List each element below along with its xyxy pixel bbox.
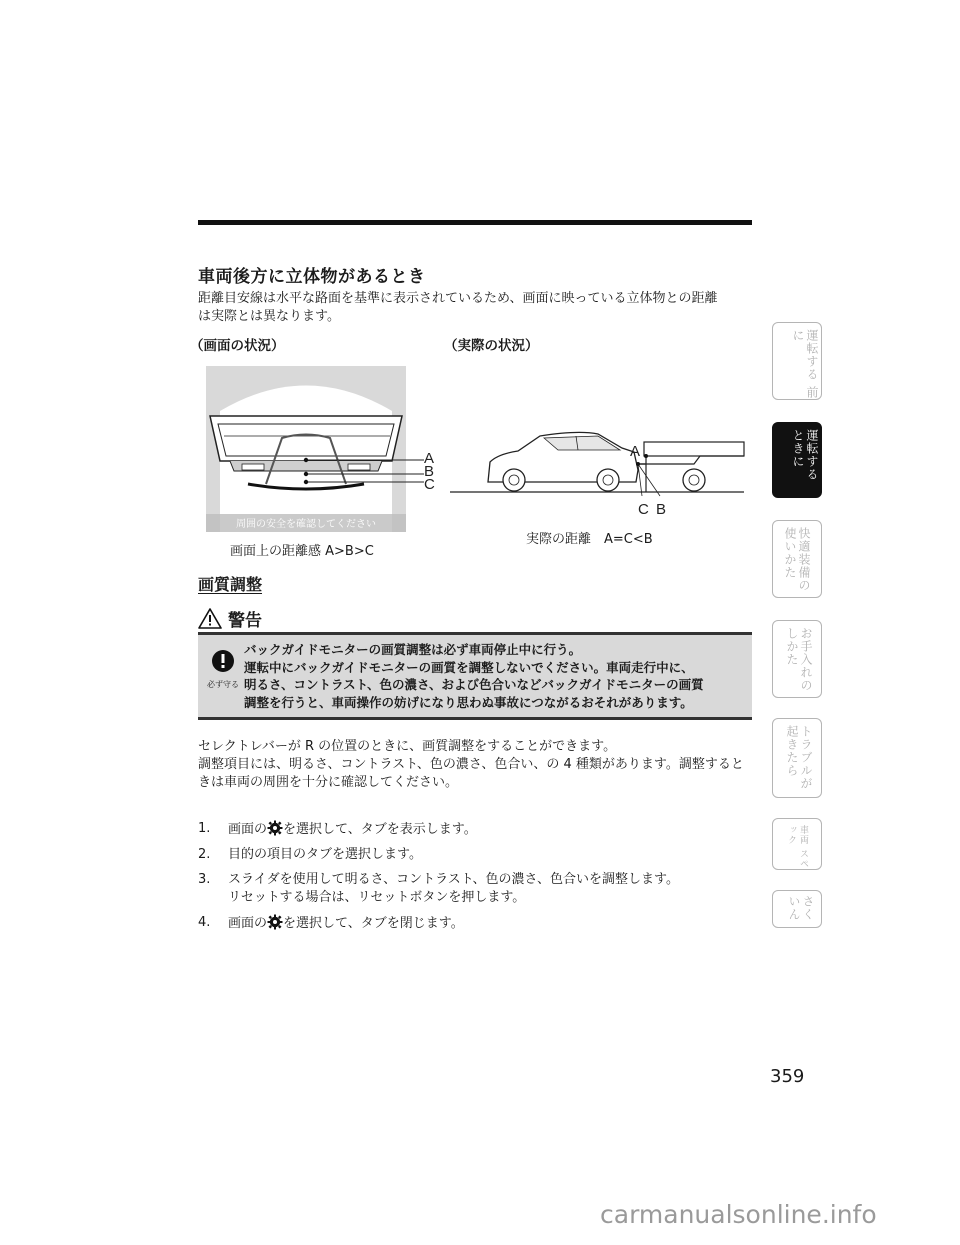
warning-line-2: 運転中にバックガイドモニターの画質を調整しないでください。車両走行中に、 — [244, 659, 694, 675]
warning-line-1: バックガイドモニターの画質調整は必ず車両停止中に行う。 — [244, 642, 582, 657]
warning-line-4: 調整を行うと、車両操作の妨げになり思わぬ事故につながるおそれがあります。 — [244, 694, 693, 710]
actual-situation-figure — [448, 420, 748, 524]
gear-icon — [267, 820, 283, 836]
monitor-view-figure — [206, 366, 446, 534]
warning-box — [198, 632, 752, 720]
body-line-3: きは車両の周囲を十分に確認してください。 — [198, 775, 459, 790]
side-tab-while-driving[interactable]: 運転する ときに — [772, 422, 822, 498]
top-rule — [198, 220, 752, 225]
side-tab-troubleshooting[interactable]: トラブルが 起きたら — [772, 718, 822, 798]
side-tab-maintenance[interactable]: お手入れの しかた — [772, 620, 822, 698]
side-tab-specifications[interactable]: 車両 スペック — [772, 818, 822, 870]
label-c-actual: C — [638, 501, 649, 518]
monitor-overlay-text: 周囲の安全を確認してください — [236, 519, 376, 530]
steps-list — [198, 820, 679, 940]
mandatory-label: 必ず守る — [207, 680, 239, 689]
gear-icon — [267, 914, 283, 930]
fig-right-caption: （実際の状況） — [444, 338, 539, 354]
section-title: 車両後方に立体物があるとき — [198, 267, 426, 287]
step-1: 1. 画面の を選択して、タブを表示します。 — [198, 821, 477, 837]
step-3: 3. スライダを使用して明るさ、コントラスト、色の濃さ、色合いを調整します。 リセットする場合は、リセットボタンを押します。 — [198, 872, 679, 905]
intro-line-2: は実際とは異なります。 — [198, 309, 340, 324]
warning-triangle-icon — [198, 607, 222, 629]
body-line-1: セレクトレバーが R の位置のときに、画質調整をすることができます。 — [198, 739, 617, 754]
fig-right-note: 実際の距離 A=C<B — [526, 532, 653, 547]
subsection-title: 画質調整 — [198, 575, 263, 594]
step-2: 2. 目的の項目のタブを選択します。 — [198, 847, 422, 862]
label-a-actual: A — [630, 443, 641, 460]
mandatory-action-icon — [211, 649, 235, 673]
side-tab-comfort-equipment[interactable]: 快適装備の 使いかた — [772, 520, 822, 598]
page-number: 359 — [770, 1066, 805, 1087]
watermark: carmanualsonline.info — [600, 1200, 877, 1229]
label-a: A — [424, 450, 435, 467]
fig-left-caption: （画面の状況） — [190, 338, 285, 354]
label-c: C — [424, 476, 435, 493]
mandatory-mark — [206, 649, 240, 690]
warning-label: 警告 — [228, 610, 262, 631]
intro-line-1: 距離目安線は水平な路面を基準に表示されているため、画面に映っている立体物との距離 — [198, 291, 718, 306]
label-b-actual: B — [656, 501, 667, 518]
label-b: B — [424, 463, 435, 480]
fig-left-note: 画面上の距離感 A>B>C — [230, 544, 374, 559]
step-4: 4. 画面の を選択して、タブを閉じます。 — [198, 915, 464, 931]
side-tab-index[interactable]: さく いん — [772, 890, 822, 928]
warning-line-3: 明るさ、コントラスト、色の濃さ、および色合いなどバックガイドモニターの画質 — [244, 677, 704, 692]
side-tab-before-driving[interactable]: 運転する 前に — [772, 322, 822, 400]
warning-text — [244, 641, 742, 711]
body-line-2: 調整項目には、明るさ、コントラスト、色の濃さ、色合い、の 4 種類があります。調整すると — [198, 757, 744, 772]
warning-heading — [198, 606, 262, 630]
